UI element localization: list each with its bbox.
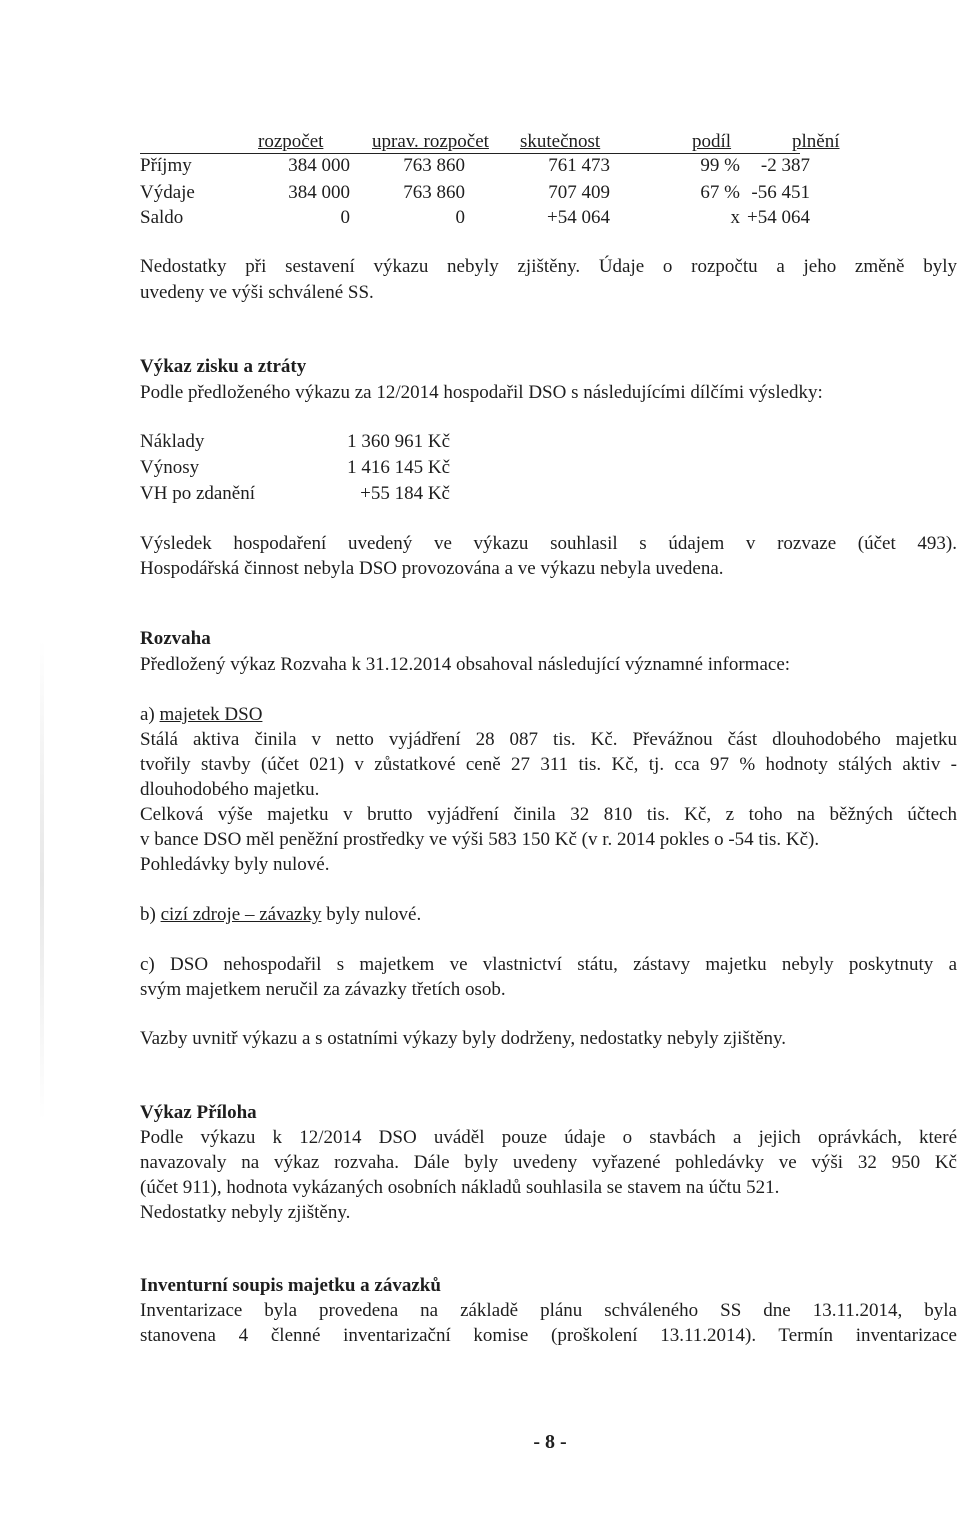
pl-intro: Podle předloženého výkazu za 12/2014 hospodařil DSO s následujícími dílčími výsledky: bbox=[140, 382, 823, 403]
budget-table-header bbox=[140, 127, 840, 154]
paragraph-line: stanovena 4 členné inventarizační komise (proškolení 13.11.2014). Termín inventarizace bbox=[140, 1325, 957, 1346]
paragraph-line: Hospodářská činnost nebyla DSO provozována a ve výkazu nebyla uvedena. bbox=[140, 558, 724, 579]
paragraph-line: v bance DSO měl peněžní prostředky ve výši 583 150 Kč (v r. 2014 pokles o -54 tis. Kč). bbox=[140, 829, 820, 850]
cell: -56 451 bbox=[751, 182, 810, 203]
paragraph-line: uvedeny ve výši schválené SS. bbox=[140, 282, 374, 303]
cell: 384 000 bbox=[288, 155, 350, 176]
pl-value: 1 416 145 Kč bbox=[347, 457, 450, 478]
cell: 0 bbox=[455, 207, 465, 228]
paragraph-line: Výsledek hospodaření uvedený ve výkazu souhlasil s údajem v rozvaze (účet 493). bbox=[140, 533, 957, 554]
pl-value: 1 360 961 Kč bbox=[347, 431, 450, 452]
subsection-text: byly nulové. bbox=[321, 904, 422, 925]
header-skutecnost: skutečnost bbox=[520, 131, 601, 152]
cell: 384 000 bbox=[288, 182, 350, 203]
paragraph-line: Nedostatky nebyly zjištěny. bbox=[140, 1202, 351, 1223]
subsection-title: majetek DSO bbox=[159, 704, 263, 725]
paragraph-line: Nedostatky při sestavení výkazu nebyly zjištěny. Údaje o rozpočtu a jeho změně byly bbox=[140, 256, 957, 277]
cell: +54 064 bbox=[547, 207, 610, 228]
cell: 763 860 bbox=[403, 182, 465, 203]
cell: 761 473 bbox=[548, 155, 610, 176]
page-number: - 8 - bbox=[533, 1431, 567, 1453]
rozvaha-intro: Předložený výkaz Rozvaha k 31.12.2014 obsahoval následující významné informace: bbox=[140, 654, 791, 675]
header-rozpocet: rozpočet bbox=[258, 131, 324, 152]
cell: 67 % bbox=[700, 182, 740, 203]
scan-edge-shadow bbox=[40, 640, 44, 1120]
pl-value: +55 184 Kč bbox=[360, 483, 450, 504]
subsection-prefix: a) bbox=[140, 704, 160, 725]
section-heading-vzz: Výkaz zisku a ztráty bbox=[140, 356, 307, 377]
paragraph-line: (účet 911), hodnota vykázaných osobních nákladů souhlasila se stavem na účtu 521. bbox=[140, 1177, 780, 1198]
paragraph-line: navazovaly na výkaz rozvaha. Dále byly uvedeny vyřazené pohledávky ve výši 32 950 Kč bbox=[140, 1152, 957, 1173]
header-podil: podíl bbox=[692, 131, 732, 152]
cell: +54 064 bbox=[747, 207, 810, 228]
table-row bbox=[140, 153, 820, 179]
paragraph-line: dlouhodobého majetku. bbox=[140, 779, 320, 800]
subsection-prefix: b) bbox=[140, 904, 161, 925]
paragraph-line: Inventarizace byla provedena na základě plánu schváleného SS dne 13.11.2014, byla bbox=[140, 1300, 957, 1321]
paragraph-line: Stálá aktiva činila v netto vyjádření 28 087 tis. Kč. Převážnou část dlouhodobého majetku bbox=[140, 729, 957, 750]
pl-row bbox=[140, 481, 540, 507]
pl-label: VH po zdanění bbox=[140, 483, 256, 504]
cell: x bbox=[730, 207, 740, 228]
row-label: Výdaje bbox=[140, 182, 195, 203]
paragraph-line: svým majetkem neručil za závazky třetích osob. bbox=[140, 979, 506, 1000]
cell: 707 409 bbox=[548, 182, 610, 203]
section-heading-priloha: Výkaz Příloha bbox=[140, 1102, 257, 1123]
pl-label: Náklady bbox=[140, 431, 205, 452]
paragraph-line: Pohledávky byly nulové. bbox=[140, 854, 330, 875]
paragraph-line: c) DSO nehospodařil s majetkem ve vlastnictví státu, zástavy majetku nebyly poskytnuty a bbox=[140, 954, 957, 975]
pl-label: Výnosy bbox=[140, 457, 200, 478]
paragraph-line: Podle výkazu k 12/2014 DSO uváděl pouze údaje o stavbách a jejich oprávkách, které bbox=[140, 1127, 957, 1148]
table-row bbox=[140, 205, 820, 231]
subsection-a bbox=[140, 702, 262, 727]
table-row bbox=[140, 180, 820, 206]
header-plneni: plnění bbox=[792, 131, 840, 152]
row-label: Saldo bbox=[140, 207, 184, 228]
cell: 763 860 bbox=[403, 155, 465, 176]
row-label: Příjmy bbox=[140, 155, 192, 176]
cell: -2 387 bbox=[760, 155, 810, 176]
pl-row bbox=[140, 429, 540, 455]
paragraph-line: Celková výše majetku v brutto vyjádření činila 32 810 tis. Kč, z toho na běžných účtech bbox=[140, 804, 957, 825]
subsection-title: cizí zdroje – závazky bbox=[160, 904, 322, 925]
paragraph-line: Vazby uvnitř výkazu a s ostatními výkazy byly dodrženy, nedostatky nebyly zjištěny. bbox=[140, 1028, 787, 1049]
paragraph-line: tvořily stavby (účet 021) v zůstatkové ceně 27 311 tis. Kč, tj. cca 97 % hodnoty stálých aktiv - bbox=[140, 754, 957, 775]
pl-row bbox=[140, 455, 540, 481]
cell: 0 bbox=[340, 207, 350, 228]
header-uprav-rozpocet: uprav. rozpočet bbox=[372, 131, 489, 152]
section-heading-inventura: Inventurní soupis majetku a závazků bbox=[140, 1275, 441, 1296]
cell: 99 % bbox=[700, 155, 740, 176]
subsection-b bbox=[140, 902, 421, 927]
section-heading-rozvaha: Rozvaha bbox=[140, 628, 211, 649]
